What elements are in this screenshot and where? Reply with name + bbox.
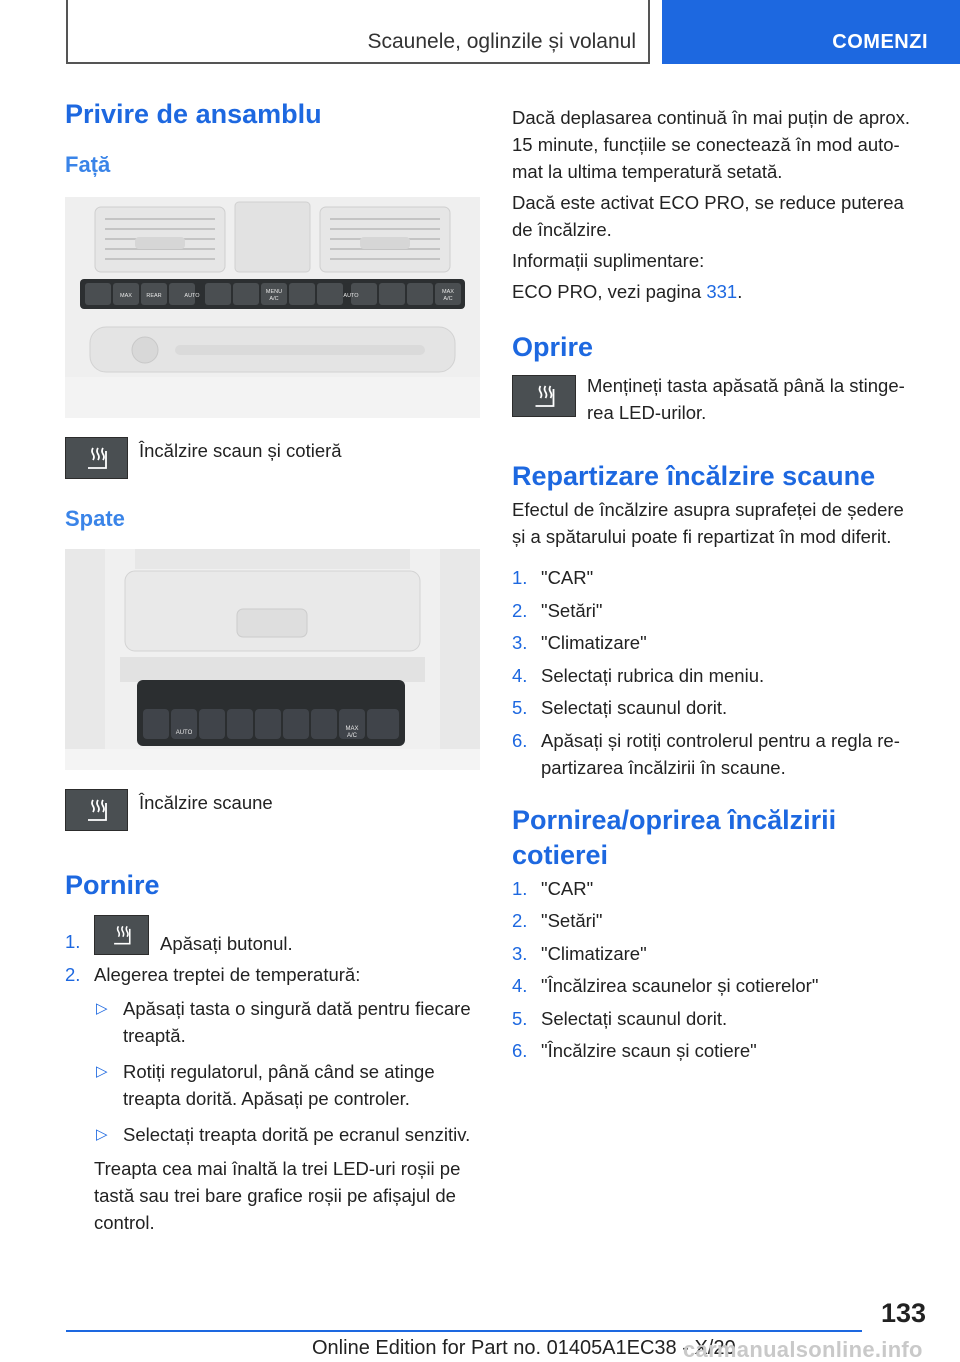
- front-console-photo: [65, 197, 480, 418]
- stop-heading: Oprire: [512, 332, 594, 362]
- stop-instruction: [512, 375, 916, 426]
- rear-icon-legend: [65, 789, 480, 831]
- front-btn-max: MAX: [120, 293, 132, 299]
- intro-paragraph-1: Dacă deplasarea continuă în mai puțin de aprox. 15 minute, funcțiile se conectează în mod automat la ultima temperatură setată.: [512, 107, 911, 182]
- front-icon-caption: Încălzire scaun și cotieră: [139, 440, 342, 461]
- page-number: 133: [880, 1298, 926, 1328]
- list-item: 6. Apăsați și rotiți controlerul pentru a regla repartizarea încălzirii în scaune.: [512, 729, 900, 778]
- page-link[interactable]: 331: [706, 281, 738, 302]
- overview-heading: Privire de ansamblu: [65, 99, 322, 129]
- front-icon-legend: [65, 437, 480, 479]
- distribution-text: Efectul de încălzire asupra suprafeței de ședere și a spătarului poate fi repartizat în mod diferit.: [512, 499, 904, 547]
- list-item: 3. "Climatizare": [512, 942, 647, 964]
- list-item: 1. "CAR": [512, 567, 594, 588]
- distribution-steps: [512, 564, 916, 781]
- rear-icon-caption: Încălzire scaune: [139, 792, 273, 813]
- list-item: 6. "Încălzire scaun și cotiere": [512, 1040, 757, 1061]
- front-btn-ac-right: A/C: [443, 296, 453, 302]
- stop-text: Mențineți tasta apăsată până la stingerea LED-urilor.: [587, 375, 905, 423]
- section-tab[interactable]: [662, 0, 960, 64]
- rear-btn-auto: AUTO: [175, 730, 193, 736]
- list-item: 2. "Setări": [512, 599, 603, 621]
- left-column: [65, 98, 480, 1241]
- list-item: 3. "Climatizare": [512, 632, 647, 653]
- list-item: 2. "Setări": [512, 910, 603, 931]
- rear-console-illustration: [65, 549, 480, 770]
- list-item: 5. Selectați scaunul dorit.: [512, 697, 728, 718]
- footer-divider: [66, 1330, 862, 1332]
- list-item: 5. Selectați scaunul dorit.: [512, 1007, 728, 1029]
- front-btn-menu: MENU: [265, 289, 283, 295]
- rear-console-photo: [65, 549, 480, 770]
- list-item: ▷ Rotiți regulatorul, până când se atinge treapta dorită. Apăsați pe controler.: [94, 1058, 480, 1112]
- armrest-heading: Pornirea/oprirea încălzirii cotierei: [512, 804, 837, 870]
- start-note: Treapta cea mai înaltă la trei LED-uri roșii pe tastă sau trei bare grafice roșii pe afișajul de control.: [94, 1157, 461, 1233]
- intro-paragraph-2: Dacă este activat ECO PRO, se reduce puterea de încălzire.: [512, 192, 904, 240]
- list-item: 1. Apăsați butonul.: [65, 915, 480, 955]
- right-column: [512, 104, 916, 1070]
- distribution-heading: Repartizare încălzire scaune: [512, 461, 876, 491]
- front-heading: Față: [65, 152, 111, 177]
- intro-paragraph-4: ECO PRO, vezi pagina 331.: [512, 281, 743, 302]
- start-heading: Pornire: [65, 870, 160, 900]
- chapter-title: Scaunele, oglinzile și volanul: [367, 30, 636, 53]
- list-item: ▷ Selectați treapta dorită pe ecranul senzitiv.: [94, 1121, 480, 1148]
- front-btn-auto-right: AUTO: [343, 293, 359, 299]
- triangle-bullet-icon: ▷: [96, 1062, 108, 1080]
- front-console-illustration: [65, 197, 480, 418]
- rear-heading: Spate: [65, 506, 125, 531]
- intro-paragraph-3: Informații suplimentare:: [512, 250, 705, 271]
- front-btn-rear: REAR: [146, 293, 162, 299]
- front-btn-auto: AUTO: [184, 293, 200, 299]
- stop-seat-heating-icon[interactable]: [512, 375, 576, 417]
- start-steps: [65, 915, 480, 1236]
- front-btn-max-right: MAX: [442, 289, 454, 295]
- edition-text: Online Edition for Part no. 01405A1EC38 - X/20: [312, 1337, 736, 1359]
- seat-heating-icon[interactable]: [65, 437, 128, 479]
- temperature-substeps: [94, 995, 480, 1148]
- triangle-bullet-icon: ▷: [96, 999, 108, 1017]
- list-item: 4. "Încălzirea scaunelor și cotierelor": [512, 975, 819, 996]
- list-item: ▷ Apăsați tasta o singură dată pentru fiecare treaptă.: [94, 995, 480, 1049]
- watermark: carmanualsonline.info: [683, 1337, 923, 1362]
- triangle-bullet-icon: ▷: [96, 1125, 108, 1143]
- rear-seat-heating-icon[interactable]: [65, 789, 128, 831]
- chapter-header: [66, 0, 650, 64]
- section-label: COMENZI: [832, 31, 928, 53]
- armrest-steps: [512, 875, 916, 1065]
- seat-heating-button-icon[interactable]: [94, 915, 149, 955]
- list-item: 4. Selectați rubrica din meniu.: [512, 664, 765, 686]
- front-btn-ac: A/C: [269, 296, 279, 302]
- list-item: 1. "CAR": [512, 877, 594, 899]
- rear-btn-ac: A/C: [346, 733, 358, 739]
- list-item: 2. Alegerea treptei de temperatură: ▷ Apăsați tasta o singură dată pentru fiecare treaptă. ▷ Rotiți regulatorul, până când se atinge treapta dorită. Apăsați pe controler. ▷ Selectați treapta dorită pe ecranul senzitiv. Treapta cea mai înaltă la trei LED-uri roșii pe tastă sau trei bare grafice roșii pe afișajul de control.: [65, 961, 480, 1236]
- rear-btn-max: MAX: [345, 726, 359, 732]
